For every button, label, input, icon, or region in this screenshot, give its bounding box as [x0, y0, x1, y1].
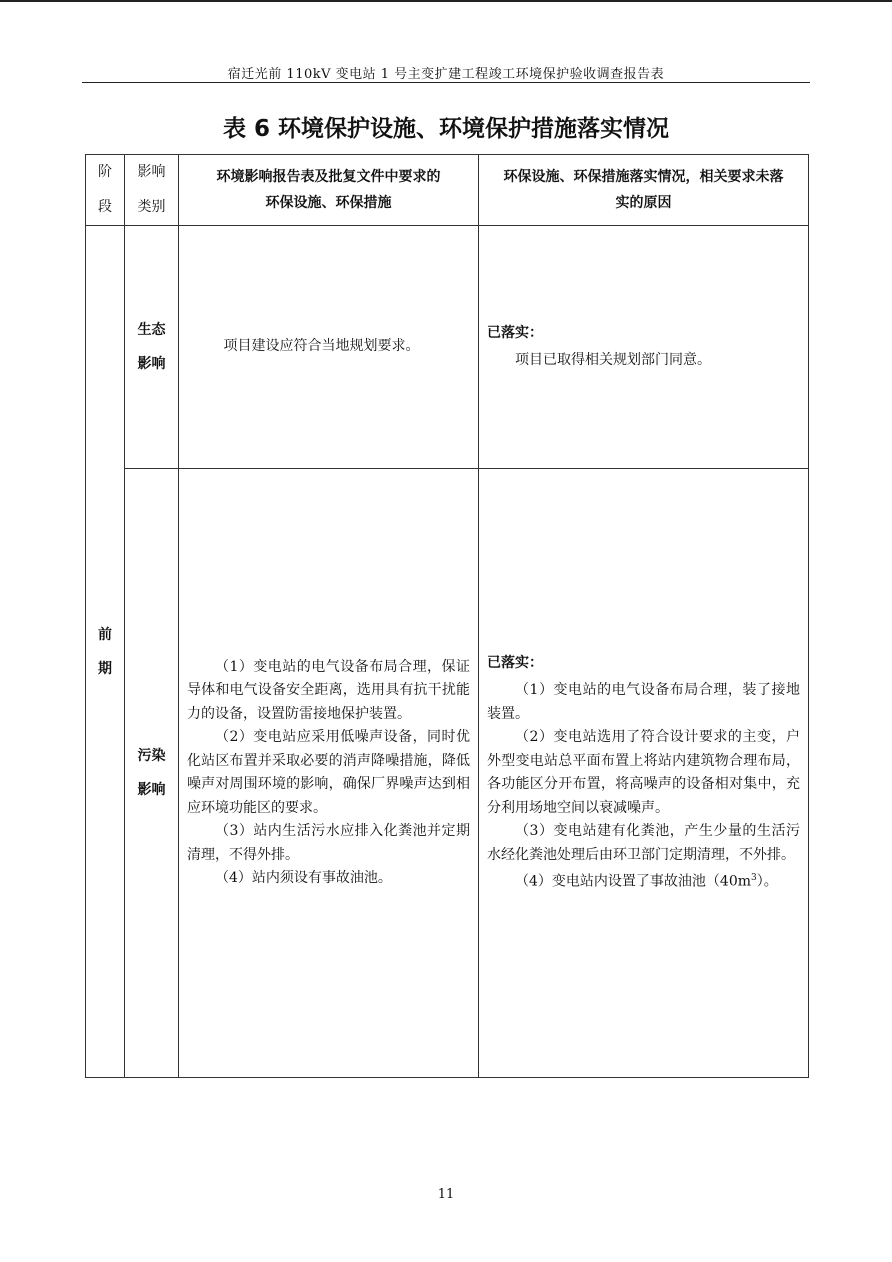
header-stage-line2: 段	[98, 199, 112, 215]
type-cell-pollution	[125, 469, 179, 1078]
header-req-line1: 环境影响报告表及批复文件中要求的	[216, 169, 441, 185]
header-type	[125, 155, 179, 226]
type-line2: 影响	[137, 782, 166, 798]
header-implementation	[479, 155, 809, 226]
implementation-cell-pollution	[479, 469, 809, 1078]
header-requirements	[179, 155, 479, 226]
requirement-cell-pollution	[179, 469, 479, 1078]
top-border-line	[0, 0, 892, 2]
header-stage-line1: 阶	[98, 164, 112, 180]
header-rule	[82, 82, 810, 83]
implementation-status: 已落实：	[487, 654, 543, 671]
table-row-ecology	[86, 226, 809, 469]
type-cell-ecology	[125, 226, 179, 469]
page-header: 宿迁光前 110kV 变电站 1 号主变扩建工程竣工环境保护验收调查报告表	[227, 67, 665, 82]
superscript-cubed: 3	[751, 873, 757, 884]
implementation-item: 项目已取得相关规划部门同意。	[515, 352, 711, 368]
type-line1: 生态	[137, 322, 166, 338]
implementation-item	[487, 867, 800, 894]
implementation-item-text: （4）变电站内设置了事故油池（40m	[515, 873, 751, 890]
table-title: 表 6 环境保护设施、环境保护措施落实情况	[222, 116, 670, 142]
header-req-line2: 环保设施、环保措施	[265, 195, 392, 211]
requirement-cell-ecology	[179, 226, 479, 469]
requirement-item: （1）变电站的电气设备布局合理，保证导体和电气设备安全距离，选用具有抗干扰能力的设备，设置防雷接地保护装置。	[187, 658, 470, 722]
requirement-item: （2）变电站应采用低噪声设备，同时优化站区布置并采取必要的消声降噪措施，降低噪声对周围环境的影响，确保厂界噪声达到相应环境功能区的要求。	[187, 729, 470, 816]
implementation-item: （3）变电站建有化粪池，产生少量的生活污水经化粪池处理后由环卫部门定期清理，不外排。	[487, 823, 800, 863]
implementation-item: （1）变电站的电气设备布局合理，装了接地装置。	[487, 682, 800, 722]
header-impl-line1: 环保设施、环保措施落实情况，相关要求未落	[503, 169, 784, 185]
type-line1: 污染	[137, 748, 166, 764]
implementation-item-tail: ）。	[756, 873, 778, 890]
header-type-line1: 影响	[137, 164, 166, 180]
requirement-item: （3）站内生活污水应排入化粪池并定期清理，不得外排。	[187, 823, 470, 863]
type-line2: 影响	[137, 356, 166, 372]
header-stage	[86, 155, 125, 226]
page-number: 11	[437, 1187, 455, 1202]
stage-line1: 前	[98, 626, 112, 643]
table-header-row	[86, 155, 809, 226]
header-type-line2: 类别	[137, 199, 166, 215]
stage-cell	[86, 226, 125, 1078]
implementation-status: 已落实：	[487, 324, 543, 341]
stage-line2: 期	[98, 660, 112, 677]
requirement-item: （4）站内须设有事故油池。	[215, 870, 392, 886]
measures-table	[85, 154, 809, 1078]
requirement-text: 项目建设应符合当地规划要求。	[223, 338, 420, 355]
implementation-cell-ecology	[479, 226, 809, 469]
table-row-pollution	[86, 469, 809, 1078]
implementation-item: （2）变电站选用了符合设计要求的主变，户外型变电站总平面布置上将站内建筑物合理布局，各功能区分开布置，将高噪声的设备相对集中，充分利用场地空间以衰减噪声。	[487, 729, 800, 816]
header-impl-line2: 实的原因	[615, 195, 672, 211]
